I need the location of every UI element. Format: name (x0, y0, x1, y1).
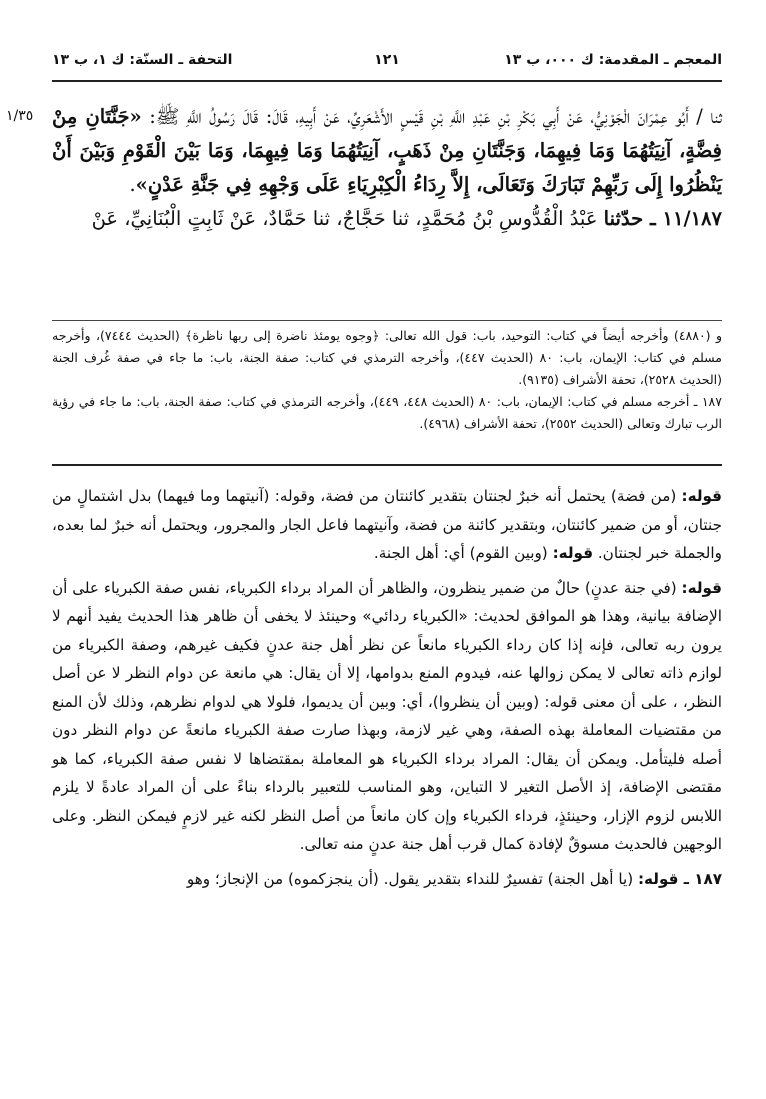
margin-reference: ١/٣٥ (6, 108, 34, 124)
running-header (52, 52, 722, 78)
footnote-2: ١٨٧ ـ أخرجه مسلم في كتاب: الإيمان، باب: ٨٠ (الحديث ٤٤٨، ٤٤٩)، وأخرجه الترمذي في كتاب: صفة الجنة، باب: ما جاء في رؤية الرب تبارك وتعالى (الحديث ٢٥٥٢)، تحفة الأشراف (٤٩٦٨). (52, 394, 722, 431)
footnotes (52, 320, 722, 435)
hadith-chain-2: عَبْدُ الْقُدُّوسِ بْنُ مُحَمَّدٍ، ثنا حَجَّاجٌ، ثنا حَمَّادٌ، عَنْ ثَابِتٍ الْبُنَانِيِّ، عَنْ (91, 207, 604, 230)
header-right: المعجم ـ المقدمة: ك ٠٠٠، ب ١٣ (504, 52, 722, 68)
hadith-paragraph-1 (52, 100, 722, 202)
footnote-1: و (٤٨٨٠) وأخرجه أيضاً في كتاب: التوحيد، باب: قول الله تعالى: ﴿وجوه يومئذ ناضرة إلى ربها ناظرة﴾ (الحديث ٧٤٤٤)، وأخرجه مسلم في كتاب: الإيمان، باب: ٨٠ (الحديث ٤٤٧)، وأخرجه الترمذي في كتاب: صفة الجنة، باب: ما جاء في صفة غُرف الجنة (الحديث ٢٥٢٨)، تحفة الأشراف (٩١٣٥). (52, 328, 723, 387)
commentary-text-1b: (وبين القوم) أي: أهل الجنة. (373, 544, 553, 562)
hadith-quote: «جَنَّتَانِ مِنْ فِضَّةٍ، آنِيَتُهُمَا وَمَا فِيهِمَا، وَجَنَّتَانِ مِنْ ذَهَبٍ، آنِيَتُهُمَا وَمَا فِيهِمَا، وَمَا بَيْنَ الْقَوْمِ وَبَيْنَ أَنْ يَنْظُرُوا إِلَى رَبِّهِمْ تَبَارَكَ وَتَعَالَى، إِلاَّ رِدَاءُ الْكِبْرِيَاءِ عَلَى وَجْهِهِ فِي جَنَّةِ عَدْنٍ» (52, 105, 722, 196)
commentary-label: قوله: (681, 578, 722, 597)
header-left: التحفة ـ السنّة: ك ١، ب ١٣ (52, 52, 233, 68)
header-rule (52, 80, 722, 82)
commentary (52, 482, 722, 899)
commentary-text-3: (يا أهل الجنة) تفسيرٌ للنداء بتقدير يقول. (أن ينجزكموه) من الإنجاز؛ وهو (186, 869, 638, 888)
hadith-end: . (129, 173, 136, 196)
hadith-paragraph-2 (52, 202, 722, 236)
hadith-number: ١١/١٨٧ ـ حدّثنا (603, 207, 722, 230)
commentary-number-label: ١٨٧ ـ قوله: (637, 869, 722, 888)
commentary-text-1: (من فضة) يحتمل أنه خبرٌ لجنتان بتقدير كائنتان من فضة، وقوله: (آنيتهما وما فيهما) بدل اشتمالٍ من جنتان، أو من ضمير كائنتان، وبتقدير كائنة من فضة، وآنيتهما فاعل الجار والمجرور، ويحتمل أنه خبرٌ لما بعده، والجملة خبر لجنتان. (52, 487, 722, 562)
commentary-label: قوله: (552, 544, 594, 562)
hadith-chain: ثنا / أَبُو عِمْرَانَ الْجَوْنِيُّ، عَنْ أَبِي بَكْرِ بْنِ عَبْدِ اللَّهِ بْنِ قَيْسٍ الأَشْعَرِيِّ، عَنْ أَبِيهِ، قَالَ: قَالَ رَسُولُ اللَّهِ ﷺ: (141, 105, 723, 128)
commentary-paragraph-2 (52, 574, 722, 859)
commentary-paragraph-1 (52, 482, 722, 568)
commentary-rule (52, 464, 722, 466)
hadith-text (52, 100, 722, 236)
commentary-paragraph-3 (52, 865, 722, 894)
commentary-text-2: (في جنة عدنٍ) حالٌ من ضمير ينظرون، والظاهر أن المراد برداء الكبرياء، نفس صفة الكبرياء على أن الإضافة بيانية، وهذا هو الموافق لحديث: «الكبرياء ردائي» وحينئذ لا يخفى أن ظاهر هذا الحديث يفيد أنهم لا يرون ربه تعالى، فإنه إذا كان رداء الكبرياء مانعاً عن نظر أهل جنة عدنٍ فكيف غيرهم، وصفة الكبرياء من لوازم ذاته تعالى لا يمكن زوالها عنه، فيدوم المنع بدوامها، إلا أن يقال: هي مانعة عن دوام النظر لا عن أصل النظر، ، على أن معنى قوله: (وبين أن ينظروا)، أي: وبين أن يديموا، فلولا هي لدوام نظرهم، وذلك لأن المنع من مقتضيات المعاملة بهذه الصفة، وهي غير لازمة، وبهذا صارت صفة الكبرياء مانعةً عن دوام النظر دون أصله فليتأمل. ويمكن أن يقال: المراد برداء الكبرياء هو المعاملة بمقتضاها لا نفس صفة الكبرياء، كما هو مقتضى الإضافة، إذ الأصل التغير لا التباين، وهو المناسب للتعبير بالرداء بناءً على أن المراد عادةً لا يلزم اللابس لزوم الإزار، وحينئذٍ، فرداء الكبرياء وإن كان مانعاً من أصل النظر لكنه غير لازمٍ فيمكن النظر. وعلى الوجهين فالحديث مسوقٌ لإفادة كمال قرب أهل جنة عدنٍ منه تعالى. (52, 578, 722, 853)
page-number: ١٢١ (374, 52, 400, 68)
commentary-label: قوله: (681, 487, 722, 505)
